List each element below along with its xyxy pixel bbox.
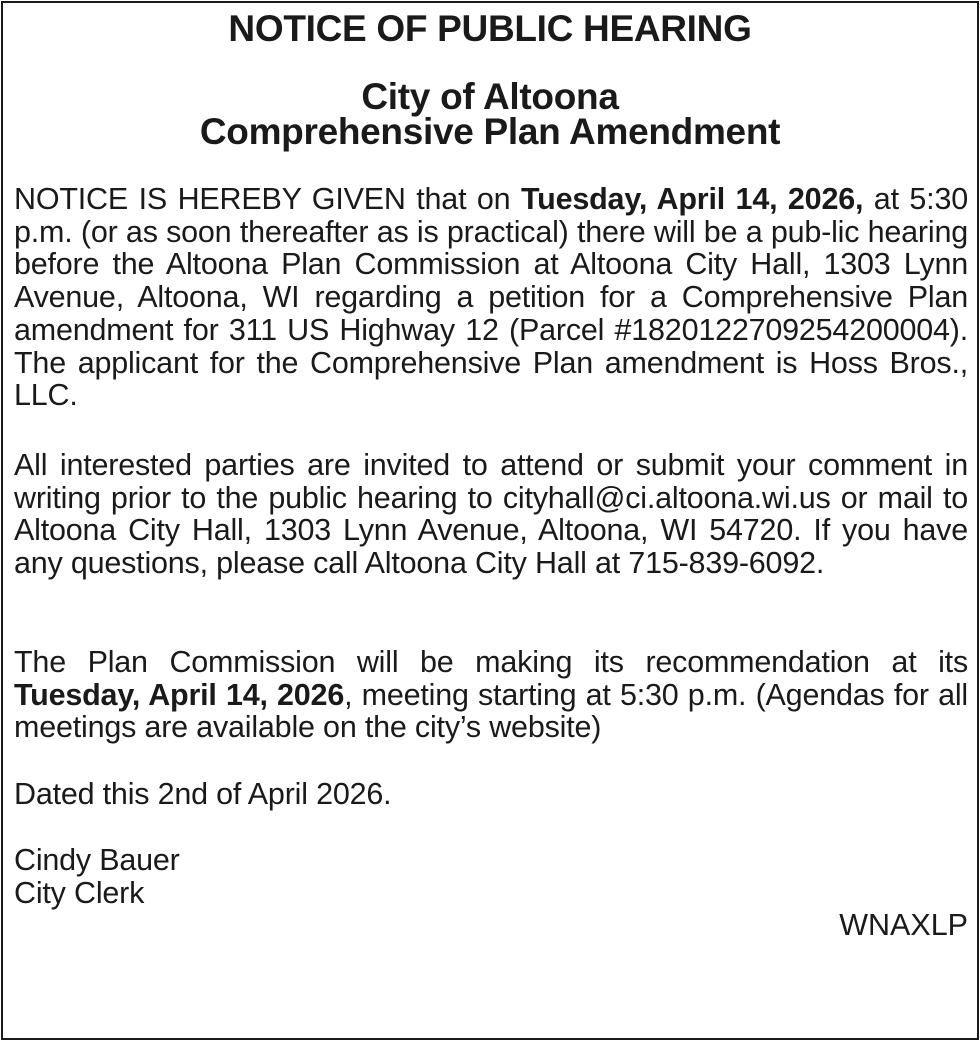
hearing-text-intro: NOTICE IS HEREBY GIVEN that on [14, 182, 521, 216]
public-notice [1, 1, 979, 1040]
subtitle-city: City of Altoona [361, 76, 619, 117]
signer-title: City Clerk [14, 875, 145, 910]
subtitle-topic: Comprehensive Plan Amendment [199, 111, 781, 152]
recommendation-paragraph [14, 646, 968, 744]
meeting-date: Tuesday, April 14, 2026 [14, 677, 345, 712]
signature-block [14, 844, 968, 909]
hearing-paragraph [14, 183, 968, 412]
recommendation-text-intro: The Plan Commission will be making its recommendation at its [14, 645, 968, 679]
publication-code: WNAXLP [839, 908, 968, 942]
comment-paragraph: All interested parties are invited to attend or submit your comment in writing prior to the public hearing to cityhall@ci.altoona.wi.us or mail to Altoona City Hall, 1303 Lynn Avenue, Altoona, WI 54720. If you have any questions, please call Altoona City Hall at 715-839-6092. [14, 448, 968, 581]
recommendation-text-details: , meeting starting at 5:30 p.m. (Agendas for all meetings are available on the city’s website) [14, 677, 968, 745]
dated-line: Dated this 2nd of April 2026. [14, 777, 392, 811]
hearing-text-details: at 5:30 p.m. (or as soon thereafter as is practical) there will be a pub-lic hearing before the Altoona Plan Commission at Altoona City Hall, 1303 Lynn Avenue, Altoona, WI regarding a petition for a Comprehensive Plan amendment for 311 US Highway 12 (Parcel #1820122709254200004). The applicant for the Comprehensive Plan amendment is Hoss Bros., LLC. [14, 182, 968, 413]
notice-title: NOTICE OF PUBLIC HEARING [228, 8, 752, 49]
signer-name: Cindy Bauer [14, 843, 180, 877]
hearing-date: Tuesday, April 14, 2026, [521, 182, 864, 216]
notice-subtitle [3, 76, 977, 152]
